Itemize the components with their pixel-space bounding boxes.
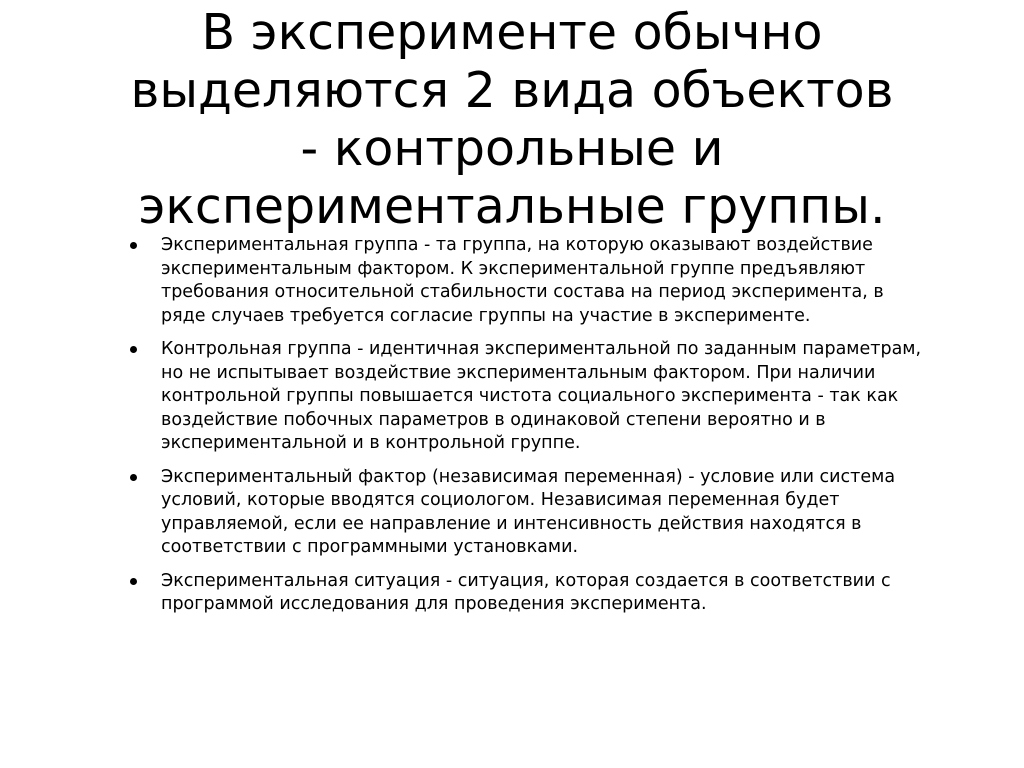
bullet-dot-icon: [130, 242, 137, 249]
bullet-dot-icon: [130, 578, 137, 585]
bullet-list: [130, 234, 930, 627]
bullet-item: [130, 234, 930, 328]
slide-title: В эксперименте обычно выделяются 2 вида объектов - контрольные и экспериментальные группы.: [130, 4, 894, 235]
bullet-item: [130, 466, 930, 560]
bullet-text: Экспериментальная группа - та группа, на которую оказывают воздействие экспериментальным фактором. К экспериментальной группе предъявляют требования относительной стабильности состава на период эксперимента, в ряде случаев требуется согласие группы на участие в эксперименте.: [161, 235, 884, 326]
bullet-item: [130, 570, 930, 617]
bullet-item: [130, 338, 930, 456]
bullet-dot-icon: [130, 346, 137, 353]
bullet-text: Экспериментальный фактор (независимая переменная) - условие или система условий, которые вводятся социологом. Независимая переменная будет управляемой, если ее направление и интенсивность действия находятся в соответствии с программными установками.: [161, 466, 896, 557]
bullet-text: Контрольная группа - идентичная экспериментальной по заданным параметрам, но не испытывает воздействие экспериментальным фактором. При наличии контрольной группы повышается чистота социального эксперимента - так как воздействие побочных параметров в одинаковой степени вероятно и в экспериментальной и в контрольной группе.: [161, 339, 922, 453]
bullet-dot-icon: [130, 474, 137, 481]
bullet-text: Экспериментальная ситуация - ситуация, которая создается в соответствии с программой исследования для проведения эксперимента.: [161, 570, 891, 614]
